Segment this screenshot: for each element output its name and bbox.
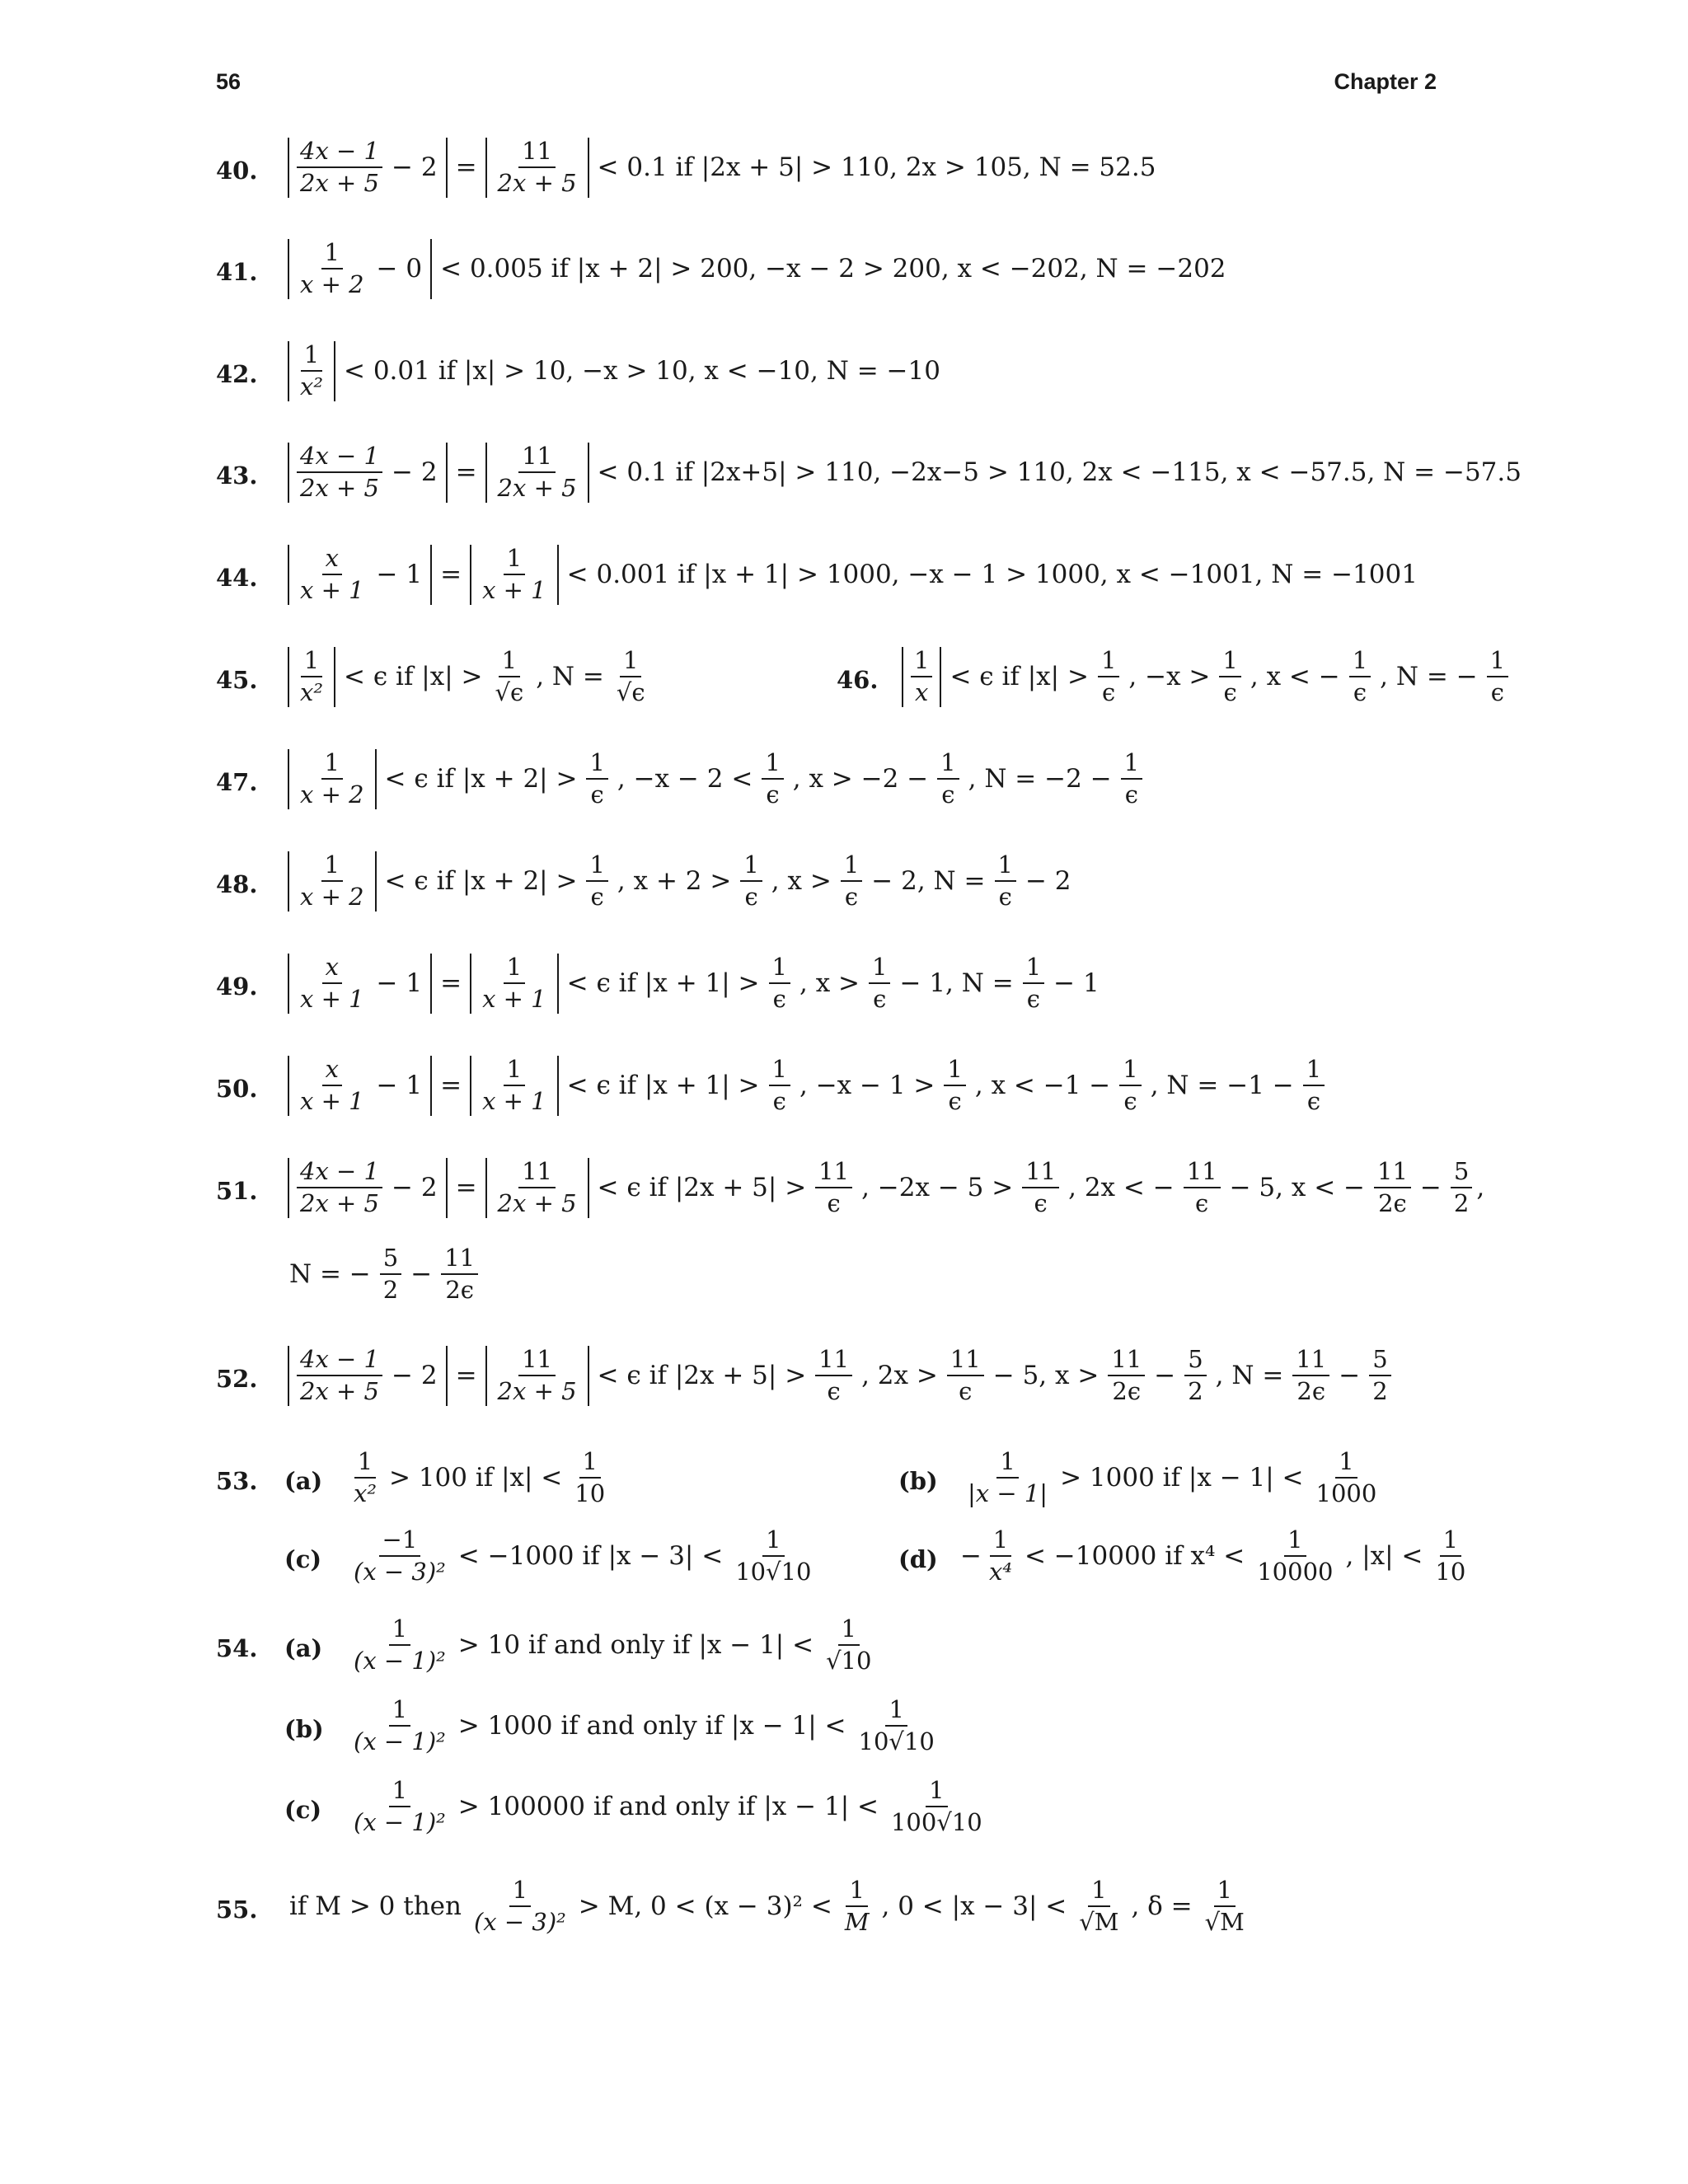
- problem-53a: $\frac{1}{\text{x²}}$ > 100 if |x| < $\frac{1}{10}$: [346, 1448, 612, 1508]
- problem-52: $\frac{4x - 1}{2x + 5}$ − 2 = $\frac{11}{2x + 5}$ < ϵ if |2x + 5| > $\frac{11}{\epsilon}$ , 2x > $\frac{11}{\epsilon}$ − 5, x > $\frac{11}{2\epsilon}$ − $\frac{5}{2}$ , N = $\frac{11}{2\epsilon}$ − $\frac{5}{2}$: [284, 1346, 1395, 1406]
- inequality-text: < 0.1 if |2x + 5| > 110, 2x > 105, N = 52.5: [597, 152, 1156, 183]
- fraction: $\frac{5}{2}$: [1184, 1346, 1206, 1406]
- problem-50: $\frac{x}{x + 1}$ − 1 = $\frac{1}{x + 1}$ < ϵ if |x + 1| > $\frac{1}{\epsilon}$ , −x − 1 > $\frac{1}{\epsilon}$ , x < −1 − $\frac{1}{\epsilon}$ , N = −1 − $\frac{1}{\epsilon}$: [284, 1056, 1329, 1116]
- fraction: $\frac{1}{100√10}$: [890, 1776, 982, 1837]
- fraction: $\frac{5}{2}$: [380, 1244, 401, 1305]
- fraction: $\frac{1}{x + 1}$: [482, 953, 546, 1014]
- problem-number: 50.: [216, 1075, 258, 1103]
- fraction: $\frac{11}{2\epsilon}$: [441, 1244, 478, 1305]
- fraction: $\frac{1}{√10}$: [826, 1615, 872, 1675]
- part-label: (c): [284, 1796, 322, 1824]
- problem-53b: $\frac{1}{|x - 1|}$ > 1000 if |x − 1| < $\frac{1}{1000}$: [960, 1448, 1384, 1508]
- abs-value: $\frac{x}{x + 1}$ − 1: [288, 954, 432, 1014]
- abs-value: [485, 1346, 589, 1406]
- inequality-text: < 0.01 if |x| > 10, −x > 10, x < −10, N = −10: [343, 356, 940, 387]
- fraction: $\frac{1}{\text{x²}}$: [300, 646, 323, 707]
- fraction: $\frac{1}{\epsilon}$: [937, 749, 959, 809]
- fraction: $\frac{1}{x + 2}$: [300, 748, 364, 809]
- fraction: $\frac{1}{x + 2}$: [300, 851, 364, 912]
- fraction: $\frac{11}{\epsilon}$: [1184, 1158, 1221, 1218]
- abs-value: [288, 341, 335, 401]
- fraction: $\frac{-1}{\text{(x − 3)²}}$: [354, 1526, 446, 1586]
- fraction: $\frac{x}{x + 1}$: [300, 953, 364, 1014]
- fraction: $\frac{1}{10000}$: [1257, 1526, 1334, 1586]
- problem-54c: $\frac{1}{\text{(x − 1)²}}$ > 100000 if and only if |x − 1| < $\frac{1}{100√10}$: [346, 1777, 990, 1837]
- problem-number: 54.: [216, 1634, 258, 1662]
- fraction: $\frac{1}{\text{x²}}$: [354, 1447, 377, 1508]
- problem-51: $\frac{4x - 1}{2x + 5}$ − 2 = $\frac{11}{2x + 5}$ < ϵ if |2x + 5| > $\frac{11}{\epsilon}$ , −2x − 5 > $\frac{11}{\epsilon}$ , 2x < − $\frac{11}{\epsilon}$ − 5, x < − $\frac{11}{2\epsilon}$ − $\frac{5}{2}$ ,: [284, 1158, 1484, 1218]
- problem-53c: $\frac{-1}{\text{(x − 3)²}}$ < −1000 if |x − 3| < $\frac{1}{10√10}$: [346, 1526, 819, 1586]
- fraction: $\frac{11}{2x + 5}$: [497, 1345, 577, 1406]
- abs-value: $\frac{1}{x + 2}$ − 0: [288, 239, 432, 299]
- abs-value: $\frac{4x - 1}{2x + 5}$ − 2: [288, 443, 448, 503]
- problem-43: $\frac{4x - 1}{2x + 5}$ − 2 = $\frac{11}{2x + 5}$ < 0.1 if |2x+5| > 110, −2x−5 > 110, 2x < −115, x < −57.5, N = −57.5: [284, 443, 1526, 503]
- part-label: (d): [898, 1545, 938, 1573]
- fraction: $\frac{1}{x + 2}$: [300, 238, 364, 299]
- fraction: $\frac{1}{\text{(x − 3)²}}$: [473, 1876, 566, 1937]
- part-label: (c): [284, 1545, 322, 1573]
- problem-54a: $\frac{1}{\text{(x − 1)²}}$ > 10 if and only if |x − 1| < $\frac{1}{√10}$: [346, 1615, 879, 1675]
- fraction: $\frac{4x - 1}{2x + 5}$: [297, 443, 382, 503]
- problem-number: 47.: [216, 768, 258, 796]
- fraction: $\frac{11}{\epsilon}$: [815, 1158, 852, 1218]
- problem-45: $\frac{1}{\text{x²}}$ < ϵ if |x| > $\frac{1}{√\epsilon}$ , N = $\frac{1}{√\epsilon}$: [284, 647, 653, 707]
- fraction: $\frac{1}{10}$: [1435, 1526, 1466, 1586]
- abs-value: [288, 851, 377, 912]
- fraction: $\frac{1}{\epsilon}$: [869, 954, 890, 1014]
- fraction: $\frac{1}{\epsilon}$: [762, 749, 783, 809]
- abs-value: $\frac{4x - 1}{2x + 5}$ − 2: [288, 138, 448, 198]
- abs-value: [485, 138, 589, 198]
- fraction: $\frac{1}{\text{x⁴}}$: [988, 1526, 1012, 1586]
- page-number: 56: [216, 69, 241, 94]
- problem-49: $\frac{x}{x + 1}$ − 1 = $\frac{1}{x + 1}$ < ϵ if |x + 1| > $\frac{1}{\epsilon}$ , x > $\frac{1}{\epsilon}$ − 1, N = $\frac{1}{\epsilon}$ − 1: [284, 954, 1104, 1014]
- problem-40: $\frac{4x - 1}{2x + 5}$ − 2 = $\frac{11}{2x + 5}$ < 0.1 if |2x + 5| > 110, 2x > 105, N = 52.5: [284, 138, 1160, 198]
- abs-value: $\frac{4x - 1}{2x + 5}$ − 2: [288, 1158, 448, 1218]
- fraction: $\frac{1}{\text{(x − 1)²}}$: [354, 1615, 446, 1675]
- fraction: $\frac{x}{x + 1}$: [300, 544, 364, 605]
- fraction: $\frac{1}{\epsilon}$: [769, 1056, 790, 1116]
- abs-value: $\frac{x}{x + 1}$ − 1: [288, 545, 432, 605]
- fraction: $\frac{1}{10}$: [574, 1447, 606, 1508]
- fraction: $\frac{1}{\epsilon}$: [586, 851, 607, 912]
- abs-value: [470, 1056, 559, 1116]
- problem-number: 48.: [216, 870, 258, 898]
- fraction: $\frac{11}{2\epsilon}$: [1374, 1158, 1411, 1218]
- fraction: $\frac{x}{x + 1}$: [300, 1055, 364, 1116]
- fraction: $\frac{11}{2x + 5}$: [497, 1157, 577, 1218]
- fraction: $\frac{11}{\epsilon}$: [815, 1346, 852, 1406]
- fraction: $\frac{1}{\epsilon}$: [769, 954, 790, 1014]
- problem-number: 55.: [216, 1896, 258, 1924]
- fraction: $\frac{4x - 1}{2x + 5}$: [297, 1158, 382, 1218]
- fraction: $\frac{1}{√\epsilon}$: [616, 646, 645, 707]
- fraction: $\frac{1}{M}$: [844, 1876, 870, 1937]
- fraction: $\frac{1}{\epsilon}$: [586, 749, 607, 809]
- fraction: $\frac{1}{10√10}$: [735, 1526, 812, 1586]
- problem-55: if M > 0 then $\frac{1}{\text{(x − 3)²}}$ > M, 0 < (x − 3)² < $\frac{1}{M}$ , 0 < |x − 3| < $\frac{1}{√M}$ , δ = $\frac{1}{√M}$: [284, 1877, 1252, 1937]
- fraction: $\frac{1}{\epsilon}$: [841, 851, 862, 912]
- fraction: $\frac{11}{\epsilon}$: [1022, 1158, 1059, 1218]
- fraction: $\frac{1}{\epsilon}$: [1487, 647, 1508, 707]
- fraction: $\frac{1}{\epsilon}$: [1219, 647, 1240, 707]
- fraction: $\frac{11}{\epsilon}$: [947, 1346, 984, 1406]
- inequality-text: < 0.005 if |x + 2| > 200, −x − 2 > 200, x < −202, N = −202: [440, 254, 1226, 284]
- problem-number: 49.: [216, 972, 258, 1001]
- fraction: $\frac{1}{\text{(x − 1)²}}$: [354, 1695, 446, 1756]
- chapter-title: Chapter 2: [1334, 69, 1437, 94]
- problem-number: 41.: [216, 258, 258, 286]
- fraction: $\frac{4x - 1}{2x + 5}$: [297, 138, 382, 198]
- abs-value: [470, 545, 559, 605]
- fraction: $\frac{11}{2x + 5}$: [497, 442, 577, 503]
- fraction: $\frac{1}{\epsilon}$: [1098, 647, 1119, 707]
- problem-number: 46.: [837, 666, 879, 694]
- fraction: $\frac{1}{\epsilon}$: [1349, 647, 1371, 707]
- fraction: $\frac{1}{\text{x²}}$: [300, 340, 323, 401]
- fraction: $\frac{1}{\epsilon}$: [740, 851, 762, 912]
- problem-44: $\frac{x}{x + 1}$ − 1 = $\frac{1}{x + 1}$ < 0.001 if |x + 1| > 1000, −x − 1 > 1000, x < −1001, N = −1001: [284, 545, 1423, 605]
- problem-41: [284, 239, 1231, 299]
- part-label: (a): [284, 1467, 323, 1495]
- fraction: $\frac{1}{|x - 1|}$: [968, 1447, 1048, 1508]
- fraction: $\frac{1}{x}$: [911, 647, 932, 707]
- problem-number: 43.: [216, 462, 258, 490]
- abs-value: $\frac{x}{x + 1}$ − 1: [288, 1056, 432, 1116]
- fraction: $\frac{1}{√\epsilon}$: [495, 646, 524, 707]
- problem-number: 42.: [216, 360, 258, 388]
- abs-value: [288, 647, 335, 707]
- problem-54b: $\frac{1}{\text{(x − 1)²}}$ > 1000 if and only if |x − 1| < $\frac{1}{10√10}$: [346, 1696, 942, 1756]
- problem-number: 40.: [216, 157, 258, 185]
- problem-47: $\frac{1}{x + 2}$ < ϵ if |x + 2| > $\frac{1}{\epsilon}$ , −x − 2 < $\frac{1}{\epsilon}$ , x > −2 − $\frac{1}{\epsilon}$ , N = −2 − $\frac{1}{\epsilon}$: [284, 749, 1146, 809]
- fraction: $\frac{1}{x + 1}$: [482, 544, 546, 605]
- part-label: (a): [284, 1634, 323, 1662]
- fraction: $\frac{1}{√M}$: [1079, 1876, 1119, 1937]
- problem-53d: − $\frac{1}{\text{x⁴}}$ < −10000 if x⁴ < $\frac{1}{10000}$ , |x| < $\frac{1}{10}$: [960, 1526, 1473, 1586]
- fraction: $\frac{5}{2}$: [1451, 1158, 1472, 1218]
- problem-number: 51.: [216, 1177, 258, 1205]
- abs-value: [485, 443, 589, 503]
- part-label: (b): [284, 1715, 324, 1743]
- problem-46: $\frac{1}{x}$ < ϵ if |x| > $\frac{1}{\epsilon}$ , −x > $\frac{1}{\epsilon}$ , x < − $\frac{1}{\epsilon}$ , N = − $\frac{1}{\epsilon}$: [898, 647, 1512, 707]
- fraction: $\frac{1}{\epsilon}$: [944, 1056, 965, 1116]
- inequality-text: < 0.1 if |2x+5| > 110, −2x−5 > 110, 2x < −115, x < −57.5, N = −57.5: [597, 457, 1522, 488]
- problem-42: [284, 341, 945, 401]
- problem-51-line-2: N = − $\frac{5}{2}$ − $\frac{11}{2\epsilon}$: [284, 1244, 482, 1305]
- fraction: $\frac{1}{\epsilon}$: [1121, 749, 1142, 809]
- fraction: $\frac{11}{2x + 5}$: [497, 137, 577, 198]
- fraction: $\frac{11}{2\epsilon}$: [1292, 1346, 1329, 1406]
- problem-number: 45.: [216, 666, 258, 694]
- part-label: (b): [898, 1467, 938, 1495]
- problem-number: 44.: [216, 564, 258, 592]
- fraction: $\frac{1}{x + 1}$: [482, 1055, 546, 1116]
- fraction: $\frac{5}{2}$: [1369, 1346, 1390, 1406]
- fraction: $\frac{1}{10√10}$: [858, 1695, 935, 1756]
- fraction: $\frac{1}{\epsilon}$: [1023, 954, 1044, 1014]
- fraction: $\frac{1}{√M}$: [1204, 1876, 1245, 1937]
- fraction: $\frac{1}{\text{(x − 1)²}}$: [354, 1776, 446, 1837]
- abs-value: [470, 954, 559, 1014]
- abs-value: [485, 1158, 589, 1218]
- problem-number: 52.: [216, 1365, 258, 1393]
- fraction: $\frac{11}{2\epsilon}$: [1108, 1346, 1145, 1406]
- abs-value: [902, 647, 941, 707]
- fraction: $\frac{1}{\epsilon}$: [995, 851, 1016, 912]
- fraction: $\frac{1}{\epsilon}$: [1119, 1056, 1141, 1116]
- fraction: $\frac{1}{1000}$: [1315, 1447, 1377, 1508]
- abs-value: [288, 749, 377, 809]
- abs-value: $\frac{4x - 1}{2x + 5}$ − 2: [288, 1346, 448, 1406]
- inequality-text: < 0.001 if |x + 1| > 1000, −x − 1 > 1000, x < −1001, N = −1001: [566, 560, 1418, 590]
- problem-number: 53.: [216, 1467, 258, 1495]
- fraction: $\frac{4x - 1}{2x + 5}$: [297, 1346, 382, 1406]
- problem-48: $\frac{1}{x + 2}$ < ϵ if |x + 2| > $\frac{1}{\epsilon}$ , x + 2 > $\frac{1}{\epsilon}$ , x > $\frac{1}{\epsilon}$ − 2, N = $\frac{1}{\epsilon}$ − 2: [284, 851, 1076, 912]
- fraction: $\frac{1}{\epsilon}$: [1303, 1056, 1325, 1116]
